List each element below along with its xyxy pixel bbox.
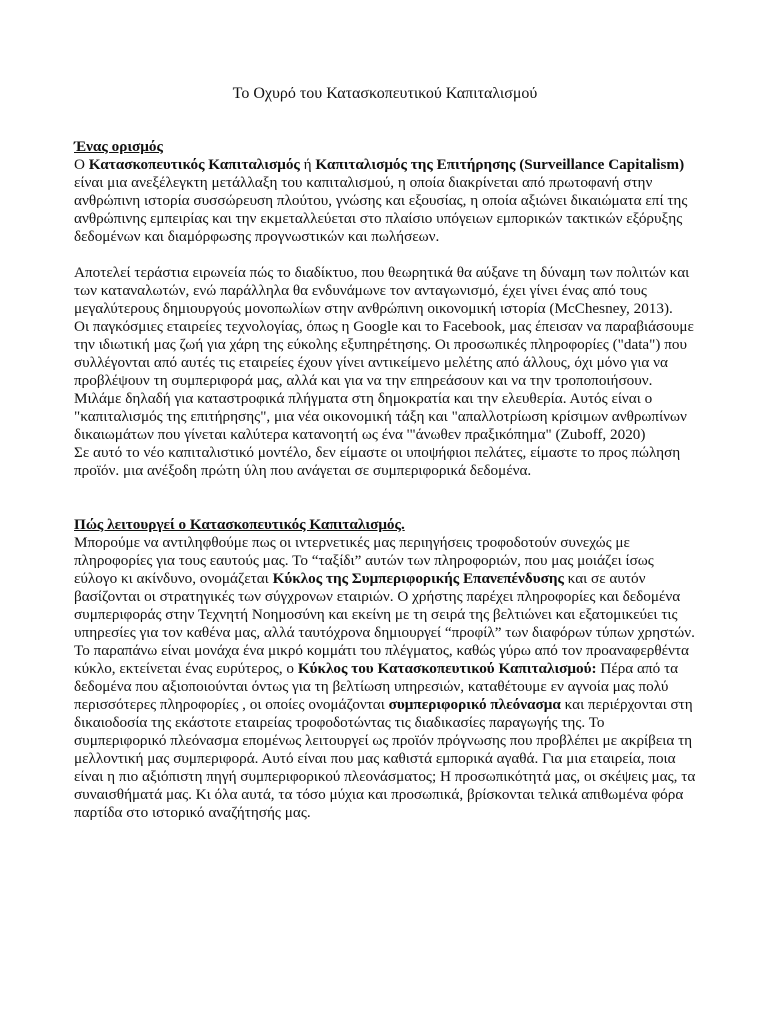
text-run: και περιέρχονται στη δικαιοδοσία της εκάστοτε εταιρείας τροφοδοτώντας τις διαδικασίες παραγωγής της. Το συμπεριφορικό πλεόνασμα επομένως λειτουργεί ως προϊόν πρόγνωσης που προβλέπει με ακρίβεια τη μελλοντική μας συμπεριφορά. Αυτό είναι που μας καθιστά εμπορικά αγαθά. Για μια εταιρεία, ποια είναι η πιο αξιόπιστη πηγή συμπεριφορικού πλεονάσματος; Η προσωπικότητά μας, οι σκέψεις μας, τα συναισθήματά μας. Κι όλα αυτά, τα τόσο μύχια και προσωπικά, βρίσκονται τελικά απιθωμένα φόρα παρτίδα στο ιστορικό αναζήτησής μας. [74, 696, 696, 821]
text-run: Μπορούμε να αντιληφθούμε πως οι ιντερνετικές μας περιηγήσεις τροφοδοτούν συνεχώς με πληροφορίες για τους εαυτούς μας. Το “ταξίδι” αυτών των πληροφοριών, που μας μοιάζει ίσως εύλογο κι ακίνδυνο, ονομάζεται [74, 534, 654, 587]
paragraph-reinvestment-cycle [74, 534, 696, 642]
bold-term-behavioral-surplus: συμπεριφορικό πλεόνασμα [388, 696, 561, 713]
text-run: Το παραπάνω είναι μονάχα ένα μικρό κομμάτι του πλέγματος, καθώς γύρω από τον προαναφερθέντα κύκλο, εκτείνεται ένας ευρύτερος, ο [74, 642, 689, 677]
section-heading-definition: Ένας ορισμός [74, 138, 163, 155]
paragraph-spacer [74, 246, 696, 264]
document-title: Το Οχυρό του Κατασκοπευτικού Καπιταλισμού [232, 85, 538, 102]
paragraph-tech-companies: Οι παγκόσμιες εταιρείες τεχνολογίας, όπως η Google και το Facebook, μας έπεισαν να παραβιάσουμε την ιδιωτική μας ζωή για χάρη της εύκολης εξυπηρέτησης. Οι προσωπικές πληροφορίες ("data") που συλλέγονται από αυτές τις εταιρείες έχουν γίνει αντικείμενο μελέτης από άλλους, όχι μόνο για να προβλέψουν τη συμπεριφορά μας, αλλά και για να την επηρεάσουν και να την τροποποιήσουν. Μιλάμε δηλαδή για καταστροφικά πλήγματα στη δημοκρατία και την ελευθερία. Αυτός είναι ο "καπιταλισμός της επιτήρησης", μια νέα οικονομική τάξη και "απαλλοτρίωση κρίσιμων ανθρωπίνων δικαιωμάτων που γίνεται καλύτερα κατανοητή ως ένα '"άνωθεν πραξικόπημα" (Zuboff, 2020) [74, 318, 694, 443]
bold-term-surveillance-capitalism: Κατασκοπευτικός Καπιταλισμός [88, 156, 300, 173]
bold-term-reinvestment-cycle: Κύκλος της Συμπεριφορικής Επανεπένδυσης [272, 570, 564, 587]
bold-term-surveillance-cycle: Κύκλος του Κατασκοπευτικού Καπιταλισμού: [297, 660, 597, 677]
section-spacer [74, 480, 696, 516]
text-run: Πέρα από τα δεδομένα που αξιοποιούνται όντως για τη βελτίωση υπηρεσιών, καταθέτουμε εν αγνοία μας πολύ περισσότερες πληροφορίες , οι οποίες ονομάζονται [74, 660, 679, 713]
paragraph-surveillance-cycle [74, 642, 696, 822]
bold-term-surveillance-capitalism-en: Καπιταλισμός της Επιτήρησης (Surveillance Capitalism) [315, 156, 685, 173]
paragraph-definition [74, 156, 696, 246]
paragraph-irony: Αποτελεί τεράστια ειρωνεία πώς το διαδίκτυο, που θεωρητικά θα αύξανε τη δύναμη των πολιτών και των καταναλωτών, ενώ παράλληλα θα ενδυνάμωνε τον ανταγωνισμό, έχει γίνει ένας από τους μεγαλύτερους δημιουργούς μονοπωλίων στην ανθρώπινη οικονομική ιστορία (McChesney, 2013). [74, 264, 690, 317]
text-run: ή [299, 156, 316, 173]
text-run: Ο [74, 156, 89, 173]
section-heading-how-it-works: Πώς λειτουργεί ο Κατασκοπευτικός Καπιταλισμός. [74, 516, 405, 533]
text-run: και σε αυτόν βασίζονται οι στρατηγικές των σύγχρονων εταιριών. Ο χρήστης παρέχει πληροφορίες και δεδομένα συμπεριφοράς στην Τεχνητή Νοημοσύνη και εκείνη με τη σειρά της βελτιώνει και εξατομικεύει τις υπηρεσίες για τον καθένα μας, αλλά ταυτόχρονα δημιουργεί “προφίλ” των διαφόρων τύπων χρηστών. [74, 570, 695, 641]
paragraph-product: Σε αυτό το νέο καπιταλιστικό μοντέλο, δεν είμαστε οι υποψήφιοι πελάτες, είμαστε το προς πώληση προϊόν. μια ανέξοδη πρώτη ύλη που ανάγεται σε συμπεριφορικά δεδομένα. [74, 444, 681, 479]
text-run: είναι μια ανεξέλεγκτη μετάλλαξη του καπιταλισμού, η οποία διακρίνεται από πρωτοφανή στην ανθρώπινη ιστορία συσσώρευση πλούτου, γνώσης και εξουσίας, η οποία αξιώνει δικαιώματα επί της ανθρώπινης εμπειρίας και την εκμεταλλεύεται στο πλαίσιο υπόγειων εμπορικών τακτικών εξόρυξης δεδομένων και διαμόρφωσης προγνωστικών και πωλήσεων. [74, 174, 688, 245]
document-page [74, 84, 696, 822]
